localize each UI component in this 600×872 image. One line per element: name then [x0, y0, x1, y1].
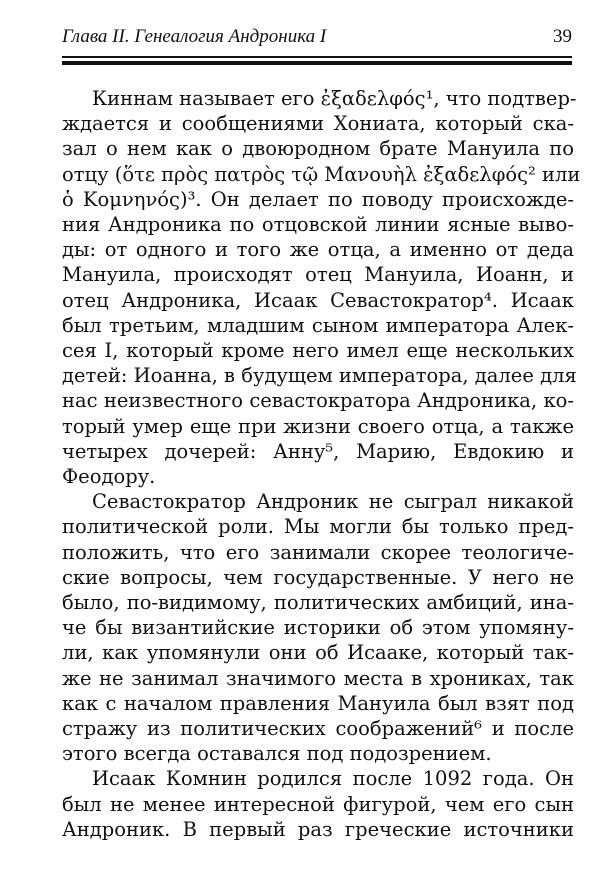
- text-line: был не менее интересной фигурой, чем его сын: [62, 792, 574, 816]
- text-line: был третьим, младшим сыном императора Алек-: [62, 313, 574, 337]
- body-text: [62, 86, 581, 842]
- text-line: Исаак Комнин родился после 1092 года. Он: [92, 767, 574, 791]
- text-line: детей: Иоанна, в будущем императора, далее для: [62, 364, 577, 388]
- paragraph: [62, 766, 574, 842]
- text-line: ждается и сообщениями Хониата, который ска-: [62, 112, 574, 136]
- paragraph: [62, 489, 574, 766]
- text-line: положить, что его занимали скорее теологиче-: [62, 540, 574, 564]
- text-line: политической роли. Мы могли бы только пред-: [62, 515, 574, 539]
- text-line: было, по-видимому, политических амбиций, ина-: [62, 591, 574, 615]
- text-line: торый умер еще при жизни своего отца, а также: [62, 414, 574, 438]
- text-line: зал о нем как о двоюродном брате Мануила по: [62, 137, 574, 161]
- text-line: нас неизвестного севастократора Андроника, ко-: [62, 389, 574, 413]
- header-rule-thick: [62, 61, 572, 65]
- text-line: как с началом правления Мануила был взят под: [62, 691, 574, 715]
- text-line: ские вопросы, чем государственные. У него не: [62, 565, 574, 589]
- text-line: четырех дочерей: Анну⁵, Марию, Евдокию и: [62, 439, 574, 463]
- text-line: стражу из политических соображений⁶ и после: [62, 717, 574, 741]
- text-line: ды: от одного и того же отца, а именно от деда: [62, 238, 574, 262]
- text-line: че бы византийские историки об этом упомяну-: [62, 616, 574, 640]
- text-line: ὁ Κομνηνός)³. Он делает по поводу происхожде-: [62, 187, 574, 211]
- text-line: же не занимал значимого места в хрониках, так: [62, 666, 574, 690]
- text-line: сея I, который кроме него имел еще нескольких: [62, 339, 574, 363]
- text-line: Мануила, происходят отец Мануила, Иоанн, и: [62, 263, 574, 287]
- text-line: отец Андроника, Исаак Севастократор⁴. Исаак: [62, 288, 574, 312]
- header-rule-thin: [62, 56, 572, 58]
- paragraph: [62, 86, 581, 489]
- page-number: 39: [553, 26, 572, 47]
- text-line: отцу (ὅτε πρὸς πατρὸς τῷ Μανουὴλ ἐξαδελφός² или: [62, 162, 581, 186]
- running-header: [62, 26, 572, 50]
- text-line: Киннам называет его ἐξαδελφός¹, что подтвер-: [92, 87, 577, 110]
- text-line: ния Андроника по отцовской линии ясные выво-: [62, 213, 574, 237]
- text-line: Андроник. В первый раз греческие источники: [62, 817, 574, 841]
- text-line: Феодору.: [62, 465, 156, 489]
- text-line: Севастократор Андроник не сыграл никакой: [92, 490, 574, 514]
- text-line: ли, как упомянули они об Исааке, который так-: [62, 641, 574, 665]
- running-title: Глава II. Генеалогия Андроника I: [62, 26, 327, 47]
- text-line: этого всегда оставался под подозрением.: [62, 742, 492, 766]
